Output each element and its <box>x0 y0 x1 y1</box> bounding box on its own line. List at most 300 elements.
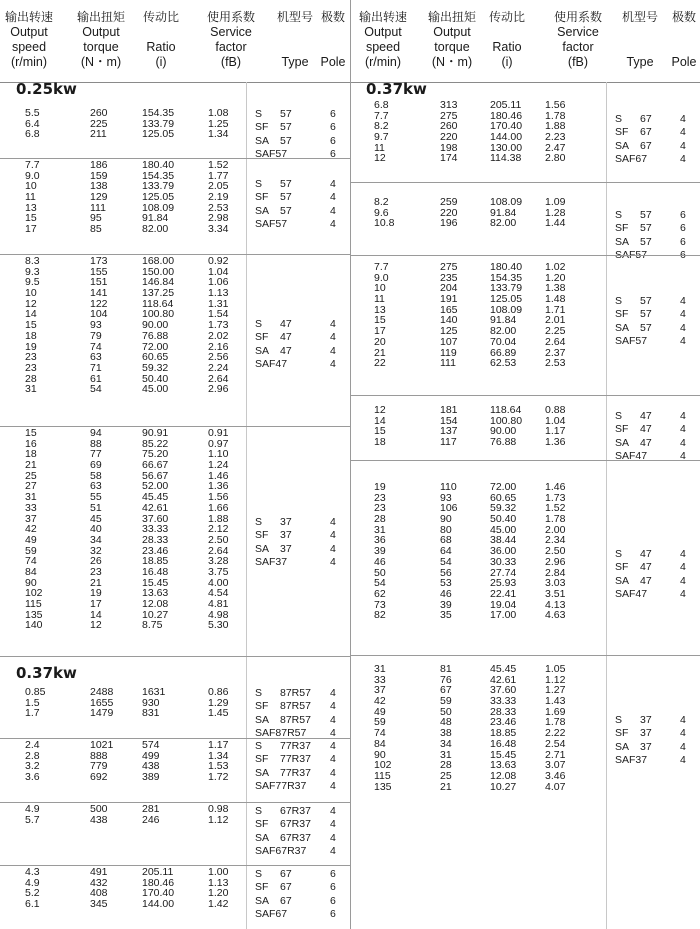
model-size: 67 <box>280 881 292 894</box>
model-row <box>0 740 350 753</box>
cell-speed: 11 <box>374 141 385 154</box>
cell-service: 4.81 <box>208 598 229 610</box>
group-divider <box>351 395 700 396</box>
cell-speed: 5.7 <box>25 813 40 826</box>
cell-service: 1.29 <box>208 696 229 709</box>
header-torque <box>424 10 480 70</box>
cell-torque: 95 <box>90 212 102 225</box>
model-size: 87R57 <box>280 700 311 713</box>
model-row <box>0 543 350 556</box>
data-group <box>351 100 700 182</box>
header-type-line: 机型号 <box>621 10 658 24</box>
group-divider <box>351 182 700 183</box>
cell-ratio: 18.85 <box>142 555 169 568</box>
model-size: 67 <box>280 868 292 880</box>
table-row <box>351 514 700 525</box>
cell-ratio: 18.85 <box>490 727 517 740</box>
model-size: 77R37 <box>280 766 311 779</box>
cell-ratio: 281 <box>142 803 160 815</box>
cell-torque: 174 <box>440 152 458 165</box>
table-row <box>0 481 350 492</box>
cell-service: 1.34 <box>208 749 229 762</box>
cell-speed: 21 <box>25 459 37 472</box>
cell-torque: 32 <box>90 544 102 557</box>
model-pole: 4 <box>330 726 336 739</box>
cell-service: 3.28 <box>208 555 229 568</box>
cell-ratio: 1631 <box>142 686 166 698</box>
cell-ratio: 70.04 <box>490 335 517 348</box>
header-pole-line <box>318 25 348 40</box>
cell-service: 1.53 <box>208 760 229 773</box>
model-row <box>351 588 700 601</box>
cell-speed: 15 <box>25 427 37 439</box>
cell-service: 1.56 <box>208 491 229 504</box>
header-ratio-line <box>486 25 528 40</box>
cell-speed: 12 <box>374 152 386 165</box>
model-pole: 4 <box>330 555 336 568</box>
cell-speed: 15 <box>374 425 386 438</box>
model-row <box>0 845 350 858</box>
cell-speed: 23 <box>25 361 37 374</box>
header-pole-line: Pole <box>320 55 346 69</box>
cell-speed: 102 <box>374 759 392 772</box>
header-service-line: Service <box>210 25 252 39</box>
model-row <box>351 308 700 321</box>
header-type-line <box>268 25 322 40</box>
model-pole: 4 <box>680 334 686 347</box>
model-size: 57 <box>280 204 292 217</box>
table-row <box>351 503 700 514</box>
cell-torque: 79 <box>90 329 102 342</box>
table-row <box>0 439 350 450</box>
cell-service: 1.52 <box>208 159 229 171</box>
cell-ratio: 28.33 <box>490 705 517 718</box>
cell-torque: 67 <box>440 684 452 697</box>
cell-speed: 135 <box>25 608 43 621</box>
model-size: 57 <box>640 295 652 307</box>
header-pole-line <box>669 40 699 55</box>
cell-ratio: 60.65 <box>490 491 517 504</box>
cell-ratio: 25.93 <box>490 577 517 590</box>
cell-torque: 110 <box>440 481 457 493</box>
cell-speed: 17 <box>374 325 386 338</box>
cell-speed: 28 <box>374 513 386 526</box>
cell-service: 1.46 <box>545 481 566 493</box>
cell-speed: 74 <box>374 727 386 740</box>
cell-ratio: 100.80 <box>142 308 175 321</box>
model-prefix: SA <box>615 436 630 449</box>
model-pole: 4 <box>330 844 336 857</box>
cell-speed: 4.9 <box>25 803 40 815</box>
model-size: 57 <box>640 321 652 334</box>
model-pole: 6 <box>330 881 336 894</box>
cell-torque: 408 <box>90 887 108 900</box>
model-row <box>351 410 700 423</box>
model-prefix: SA <box>615 139 630 152</box>
model-prefix: SA <box>255 542 270 555</box>
table-row <box>351 482 700 493</box>
cell-torque: 45 <box>90 512 102 525</box>
cell-ratio: 150.00 <box>142 265 175 278</box>
cell-speed: 54 <box>374 577 386 590</box>
model-size: 47 <box>640 548 652 560</box>
cell-ratio: 75.20 <box>142 448 169 461</box>
table-row <box>0 578 350 589</box>
cell-torque: 85 <box>90 223 102 236</box>
model-row <box>0 818 350 831</box>
cell-torque: 117 <box>440 436 457 449</box>
model-prefix: S <box>255 740 263 752</box>
section-title: 0.37kw <box>16 664 77 682</box>
cell-ratio: 23.46 <box>142 544 169 557</box>
cell-service: 1.54 <box>208 308 229 321</box>
cell-ratio: 574 <box>142 739 160 751</box>
cell-torque: 198 <box>440 141 458 154</box>
cell-ratio: 205.11 <box>142 866 174 878</box>
cell-ratio: 8.75 <box>142 619 163 632</box>
data-group <box>0 108 350 158</box>
header-ratio-line: Ratio <box>146 40 176 54</box>
cell-ratio: 137.25 <box>142 287 175 300</box>
model-prefix: S <box>615 295 623 307</box>
header-torque-line: (N・m) <box>431 55 473 69</box>
header-pole-line <box>318 40 348 55</box>
model-pole: 4 <box>680 587 686 600</box>
cell-torque: 34 <box>90 533 102 546</box>
model-row <box>351 437 700 450</box>
cell-service: 1.88 <box>208 512 229 525</box>
model-row <box>0 345 350 358</box>
cell-service: 1.27 <box>545 684 566 697</box>
cell-torque: 107 <box>440 335 458 348</box>
header-speed-line: Output <box>364 25 402 39</box>
model-prefix: SA <box>255 344 270 357</box>
model-row <box>0 135 350 148</box>
cell-service: 1.17 <box>208 739 229 751</box>
cell-torque: 1479 <box>90 707 114 720</box>
cell-speed: 10 <box>25 180 37 193</box>
cell-ratio: 38.44 <box>490 534 517 547</box>
cell-ratio: 144.00 <box>142 898 175 911</box>
cell-ratio: 205.11 <box>490 99 522 111</box>
model-pole: 4 <box>330 700 336 713</box>
cell-service: 1.66 <box>208 501 229 514</box>
model-size: 47 <box>640 410 652 422</box>
cell-service: 1.06 <box>208 276 229 289</box>
cell-ratio: 50.40 <box>490 513 517 526</box>
cell-torque: 81 <box>440 663 452 675</box>
cell-ratio: 91.84 <box>490 206 517 219</box>
model-prefix: SA <box>255 894 270 907</box>
cell-service: 1.20 <box>208 887 229 900</box>
table-row <box>351 273 700 284</box>
cell-torque: 220 <box>440 131 458 144</box>
cell-ratio: 91.84 <box>142 212 169 225</box>
header-speed-line: speed <box>365 40 401 54</box>
cell-speed: 42 <box>374 695 386 708</box>
cell-speed: 46 <box>374 555 386 568</box>
model-row <box>0 191 350 204</box>
model-list <box>0 512 350 569</box>
model-pole: 4 <box>330 529 336 542</box>
header-speed-line: speed <box>11 40 47 54</box>
model-size: 67R37 <box>280 818 311 831</box>
data-group <box>351 405 700 460</box>
cell-torque: 888 <box>90 749 108 762</box>
cell-torque: 55 <box>90 491 102 504</box>
cell-speed: 14 <box>25 308 37 321</box>
model-pole: 6 <box>680 222 686 235</box>
cell-torque: 260 <box>440 120 458 133</box>
cell-speed: 90 <box>374 748 386 761</box>
model-prefix: SA <box>615 574 630 587</box>
model-prefix: S <box>255 178 263 190</box>
cell-speed: 31 <box>374 523 386 536</box>
cell-torque: 235 <box>440 271 458 284</box>
model-size: 37 <box>280 516 292 528</box>
cell-speed: 31 <box>374 663 386 675</box>
header-pole <box>669 10 699 70</box>
cell-ratio: 12.08 <box>490 769 517 782</box>
header-speed-line: 输出转速 <box>5 10 54 24</box>
model-prefix: SF <box>255 818 269 831</box>
group-divider <box>0 865 350 866</box>
model-size: 67R37 <box>280 805 311 817</box>
header-ratio-line: (i) <box>501 55 513 69</box>
cell-service: 2.16 <box>208 340 229 353</box>
model-list <box>0 868 350 921</box>
cell-torque: 159 <box>90 169 108 182</box>
model-pole: 4 <box>680 423 686 436</box>
header-type <box>268 10 322 70</box>
model-pole: 4 <box>330 766 336 779</box>
model-pole: 4 <box>330 753 336 766</box>
model-pole: 6 <box>330 907 336 920</box>
cell-ratio: 90.00 <box>142 319 169 332</box>
cell-ratio: 180.46 <box>490 109 523 122</box>
model-size: 57 <box>280 108 292 120</box>
cell-ratio: 154.35 <box>490 271 523 284</box>
cell-service: 2.84 <box>545 566 566 579</box>
group-divider <box>0 426 350 427</box>
cell-torque: 151 <box>90 276 108 289</box>
cell-torque: 345 <box>90 898 108 911</box>
header-torque-line: 输出扭矩 <box>76 10 125 24</box>
model-row <box>351 335 700 348</box>
model-row <box>0 780 350 793</box>
cell-speed: 15 <box>25 212 37 225</box>
model-size: 67 <box>640 126 652 139</box>
model-row <box>351 295 700 308</box>
model-pole: 4 <box>330 542 336 555</box>
cell-ratio: 28.33 <box>142 533 169 546</box>
model-row <box>0 201 350 218</box>
header-torque <box>73 10 129 70</box>
cell-service: 0.97 <box>208 437 229 450</box>
model-row <box>351 561 700 574</box>
cell-ratio: 90.91 <box>142 427 169 439</box>
cell-ratio: 168.00 <box>142 255 175 267</box>
cell-speed: 20 <box>374 335 386 348</box>
section-title: 0.37kw <box>366 80 427 98</box>
header-ratio-line <box>140 25 182 40</box>
cell-ratio: 831 <box>142 707 160 720</box>
cell-service: 5.30 <box>208 619 229 632</box>
cell-service: 4.63 <box>545 609 566 622</box>
cell-ratio: 59.32 <box>142 361 169 374</box>
model-pole: 4 <box>330 344 336 357</box>
cell-speed: 4.3 <box>25 866 40 878</box>
cell-speed: 115 <box>25 598 42 610</box>
cell-service: 1.31 <box>208 297 229 310</box>
model-prefix: SAF87R57 <box>255 726 307 739</box>
model-prefix: SAF57 <box>615 248 648 261</box>
model-row <box>0 358 350 371</box>
cell-ratio: 154.35 <box>142 169 175 182</box>
model-prefix: SAF67R37 <box>255 844 307 857</box>
cell-ratio: 30.33 <box>490 555 517 568</box>
cell-ratio: 133.79 <box>142 117 175 130</box>
table-row <box>0 492 350 503</box>
model-size: 77R37 <box>280 753 311 766</box>
cell-torque: 40 <box>90 523 102 536</box>
header-service-line: (fB) <box>567 55 589 69</box>
cell-torque: 59 <box>440 695 452 708</box>
header-speed <box>359 10 407 70</box>
model-prefix: SF <box>615 126 629 139</box>
cell-service: 1.34 <box>208 128 229 141</box>
cell-ratio: 76.88 <box>490 436 517 449</box>
cell-speed: 18 <box>374 436 386 449</box>
cell-speed: 7.7 <box>25 159 40 171</box>
cell-service: 3.51 <box>545 587 566 600</box>
model-list <box>0 805 350 858</box>
model-list <box>351 295 700 348</box>
cell-service: 2.80 <box>545 152 566 165</box>
cell-speed: 8.2 <box>374 120 389 133</box>
model-row <box>0 687 350 700</box>
cell-service: 2.47 <box>545 141 566 154</box>
cell-service: 1.08 <box>208 107 229 119</box>
cell-torque: 191 <box>440 293 458 306</box>
cell-torque: 64 <box>440 545 452 558</box>
table-row <box>351 685 700 696</box>
model-pole: 4 <box>330 357 336 370</box>
cell-speed: 11 <box>374 293 385 306</box>
model-prefix: S <box>255 868 263 880</box>
cell-ratio: 17.00 <box>490 609 517 622</box>
cell-service: 1.36 <box>208 480 229 493</box>
model-pole: 4 <box>680 548 686 560</box>
cell-torque: 1655 <box>90 696 114 709</box>
cell-ratio: 146.84 <box>142 276 175 289</box>
cell-speed: 4.9 <box>25 876 40 889</box>
model-row <box>351 206 700 222</box>
table-row <box>351 525 700 536</box>
cell-torque: 93 <box>440 491 452 504</box>
cell-torque: 313 <box>440 99 458 111</box>
model-row <box>351 140 700 153</box>
cell-service: 2.19 <box>208 191 229 204</box>
cell-ratio: 108.09 <box>490 196 523 208</box>
cell-ratio: 66.67 <box>142 459 169 472</box>
cell-torque: 220 <box>440 206 458 219</box>
cell-service: 2.64 <box>545 335 566 348</box>
cell-torque: 129 <box>90 191 108 204</box>
cell-torque: 125 <box>440 325 458 338</box>
cell-torque: 173 <box>90 255 108 267</box>
cell-ratio: 52.00 <box>142 480 169 493</box>
model-pole: 4 <box>330 818 336 831</box>
cell-service: 1.88 <box>545 120 566 133</box>
model-pole: 4 <box>680 740 686 753</box>
model-prefix: SAF67 <box>255 907 288 920</box>
cell-speed: 22 <box>374 357 386 370</box>
cell-ratio: 82.00 <box>142 223 169 236</box>
cell-service: 1.09 <box>545 196 566 208</box>
cell-speed: 18 <box>25 329 37 342</box>
cell-service: 1.20 <box>545 271 566 284</box>
cell-service: 1.78 <box>545 109 566 122</box>
model-pole: 4 <box>680 295 686 307</box>
header-pole <box>318 10 348 70</box>
cell-torque: 94 <box>90 427 102 439</box>
header-pole-line: 极数 <box>320 10 345 24</box>
header-ratio <box>486 10 528 70</box>
cell-speed: 5.2 <box>25 887 40 900</box>
model-pole: 4 <box>680 714 686 726</box>
model-list <box>0 740 350 793</box>
cell-speed: 0.85 <box>25 686 46 698</box>
cell-speed: 6.8 <box>374 99 389 111</box>
model-pole: 6 <box>330 108 336 120</box>
cell-service: 3.46 <box>545 769 566 782</box>
model-prefix: SA <box>615 321 630 334</box>
cell-ratio: 45.00 <box>142 383 169 396</box>
cell-speed: 3.2 <box>25 760 40 773</box>
model-row <box>351 236 700 249</box>
cell-speed: 102 <box>25 587 43 600</box>
cell-torque: 48 <box>440 716 452 729</box>
cell-ratio: 180.40 <box>490 261 523 273</box>
cell-speed: 19 <box>25 340 37 353</box>
cell-speed: 115 <box>374 769 391 782</box>
cell-service: 2.34 <box>545 534 566 547</box>
cell-speed: 49 <box>374 705 386 718</box>
cell-torque: 2488 <box>90 686 114 698</box>
header-torque-line: Output <box>82 25 120 39</box>
cell-service: 1.02 <box>545 261 566 273</box>
cell-service: 2.98 <box>208 212 229 225</box>
cell-service: 1.05 <box>545 663 566 675</box>
cell-speed: 5.5 <box>25 107 40 119</box>
table-row <box>0 620 350 631</box>
cell-torque: 119 <box>440 346 457 359</box>
model-size: 57 <box>640 308 652 321</box>
cell-ratio: 91.84 <box>490 314 517 327</box>
model-row <box>351 727 700 740</box>
cell-torque: 28 <box>440 759 452 772</box>
model-row <box>0 556 350 569</box>
cell-torque: 74 <box>90 340 102 353</box>
cell-service: 1.73 <box>208 319 229 332</box>
cell-torque: 14 <box>90 608 102 621</box>
model-list <box>351 410 700 463</box>
model-pole: 4 <box>680 139 686 152</box>
table-row <box>351 535 700 546</box>
cell-speed: 14 <box>374 414 386 427</box>
cell-speed: 50 <box>374 566 386 579</box>
